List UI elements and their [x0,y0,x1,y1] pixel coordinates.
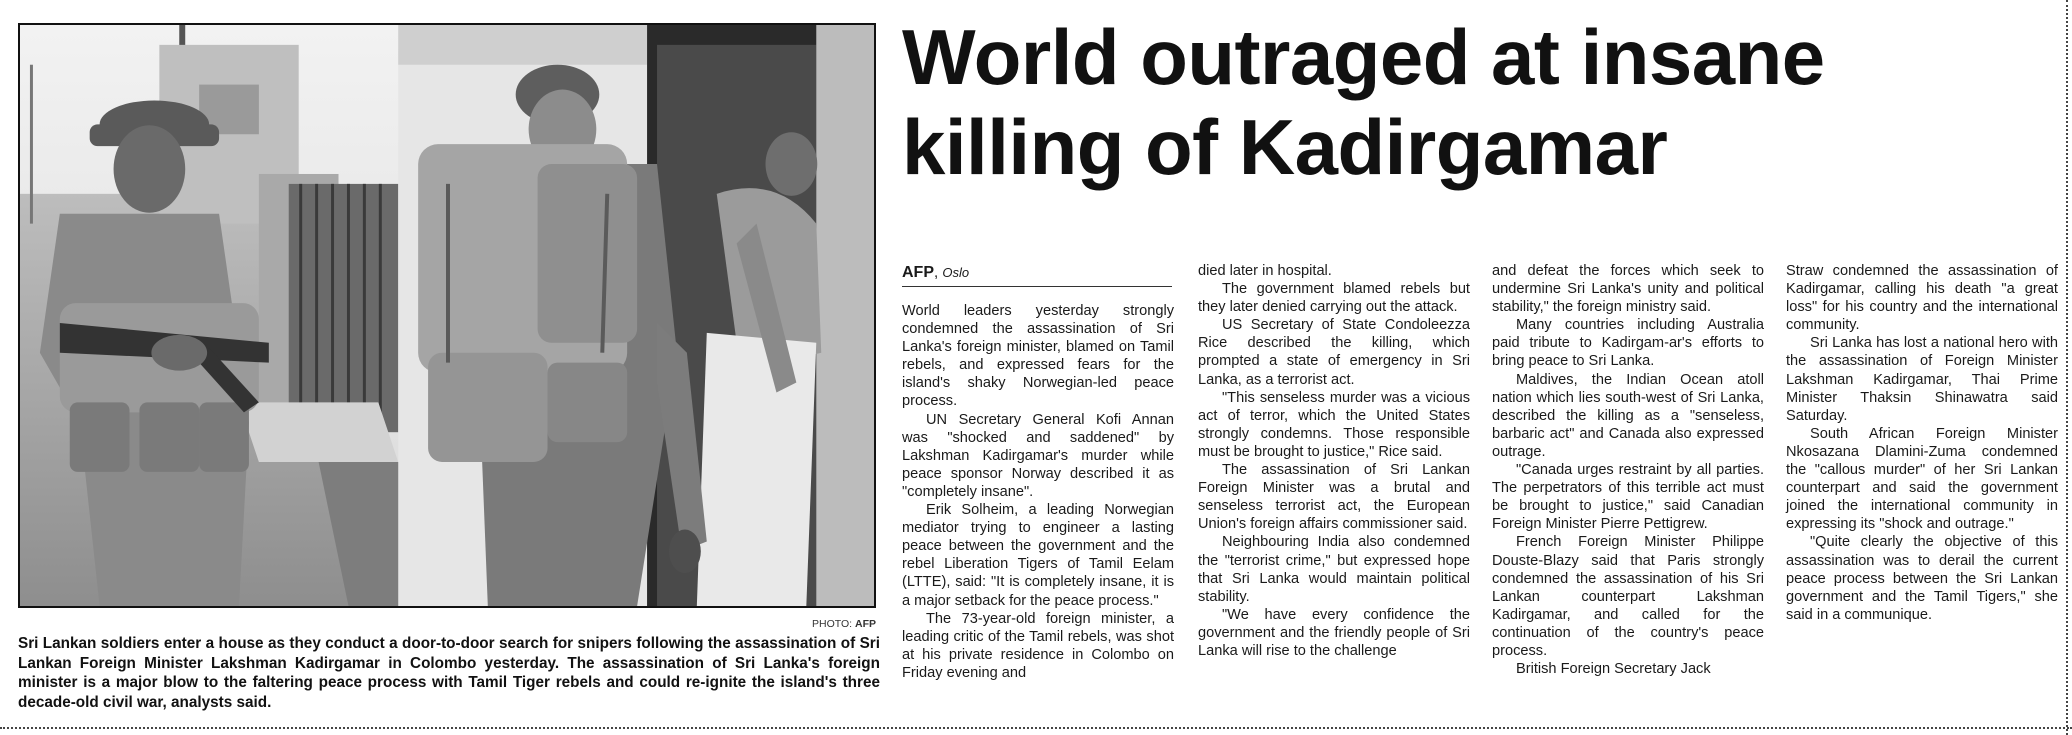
dotted-divider-right [2066,0,2068,735]
photo-caption: Sri Lankan soldiers enter a house as they conduct a door-to-door search for snipers following the assassination of Sri Lankan Foreign Minister Lakshman Kadirgamar in Colombo yesterday. The assassination of Sri Lanka's foreign minister is a major blow to the faltering peace process with Tamil Tiger rebels and could re-ignite the island's three decade-old civil war, analysts said. [18,635,880,711]
paragraph: French Foreign Minister Philippe Douste-Blazy said that Paris strongly condemned the assassination of his Sri Lankan counterpart Lakshman Kadirgamar, and called for the continuation of the country's peace process. [1492,534,1764,659]
headline-line-2: killing of Kadirgamar [902,103,1668,191]
paragraph: US Secretary of State Condoleezza Rice described the killing, which prompted a state of emergency in Sri Lanka, as a terrorist act. [1198,317,1470,388]
paragraph: The assassination of Sri Lankan Foreign Minister was a brutal and senseless terrorist act, the European Union's foreign affairs commissioner said. [1198,462,1470,533]
headline [902,12,2062,192]
paragraph: "Quite clearly the objective of this assassination was to derail the current peace process between the Sri Lankan government and the Tamil Tigers," she said in a communique. [1786,534,2058,623]
paragraph: Sri Lanka has lost a national hero with the assassination of Foreign Minister Lakshman Kadirgamar, Thai Prime Minister Thaksin Shinawatra said Saturday. [1786,335,2058,424]
paragraph: UN Secretary General Kofi Annan was "shocked and saddened" by Lakshman Kadirgamar's murder while peace sponsor Norway described it as "completely insane". [902,411,1174,500]
paragraph: "Canada urges restraint by all parties. The perpetrators of this terrible act must be brought to justice," said Canadian Foreign Minister Pierre Pettigrew. [1492,462,1764,533]
paragraph: "We have every confidence the government and the friendly people of Sri Lanka will rise to the challenge [1198,606,1470,659]
paragraph: Many countries including Australia paid tribute to Kadirgam-ar's efforts to bring peace to Sri Lanka. [1492,317,1764,370]
article-column-4 [1786,262,2058,722]
photo-credit-label: PHOTO: [812,618,853,630]
byline-place: Oslo [942,265,970,280]
paragraph: died later in hospital. [1198,263,1332,279]
paragraph: South African Foreign Minister Nkosazana Dlamini-Zuma condemned the "callous murder" of her Sri Lankan counterpart and said the government joined the international community in expressing its "shock and outrage." [1786,425,2058,533]
soldiers-photo-image [20,25,874,606]
photo-credit [700,618,876,630]
byline-agency: AFP [902,264,934,281]
byline: AFP, Oslo [902,264,1172,287]
article-column-2 [1198,262,1470,722]
paragraph: Neighbouring India also condemned the "terrorist crime," but expressed hope that Sri Lanka would maintain political stability. [1198,534,1470,605]
dotted-divider-bottom [0,727,2072,729]
photo-credit-source: AFP [855,618,876,630]
paragraph: The government blamed rebels but they later denied carrying out the attack. [1198,281,1470,316]
paragraph: Maldives, the Indian Ocean atoll nation which lies south-west of Sri Lanka, described the killing as a "senseless, barbaric act" and Canada also expressed outrage. [1492,371,1764,460]
paragraph: The 73-year-old foreign minister, a leading critic of the Tamil rebels, was shot at his private residence in Colombo on Friday evening and [902,610,1174,681]
paragraph: "This senseless murder was a vicious act of terror, which the United States strongly condemns. Those responsible must be brought to justice," Rice said. [1198,389,1470,460]
paragraph: Erik Solheim, a leading Norwegian mediator trying to engineer a lasting peace between the government and the rebel Liberation Tigers of Tamil Eelam (LTTE), said: "It is completely insane, it is a major setback for the peace process." [902,502,1174,609]
paragraph: World leaders yesterday strongly condemned the assassination of Sri Lanka's foreign minister, blamed on Tamil rebels, and expressed fears for the island's shaky Norwegian-led peace process. [902,303,1174,410]
news-photo [18,23,876,608]
article-column-1 [902,302,1174,722]
paragraph: British Foreign Secretary Jack [1516,661,1711,678]
headline-line-1: World outraged at insane [902,13,1825,101]
paragraph: Straw condemned the assassination of Kadirgamar, calling his death "a great loss" for his country and the international community. [1786,263,2058,334]
paragraph: and defeat the forces which seek to undermine Sri Lanka's unity and political stability," the foreign ministry said. [1492,263,1764,316]
article-column-3 [1492,262,1764,722]
